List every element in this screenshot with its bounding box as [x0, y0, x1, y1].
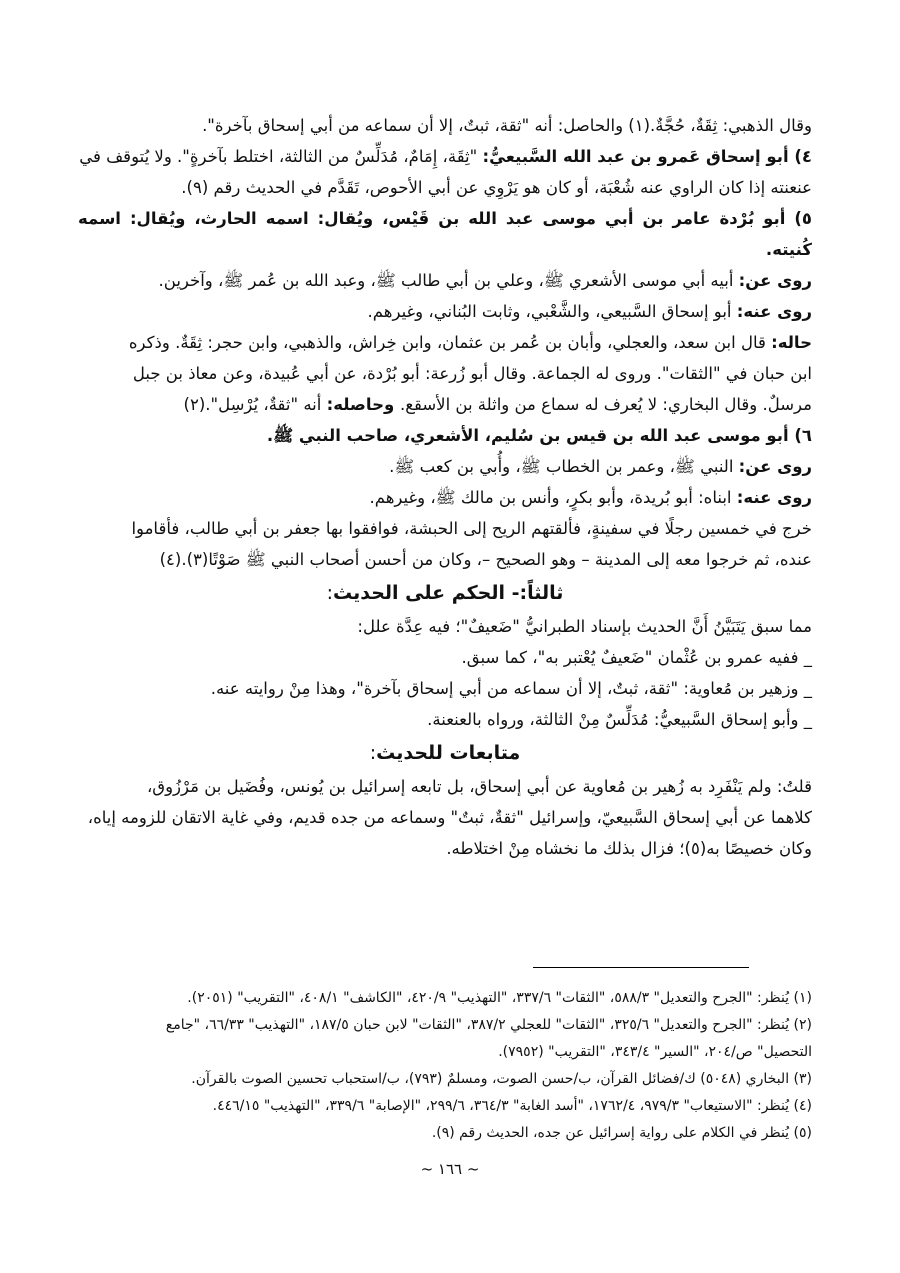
main-text	[78, 110, 812, 864]
narrator-5-heading: ٥) أبو بُرْدة عامر بن أبي موسى عبد الله بن قَيْس، ويُقال: اسمه الحارث، ويُقال: اسمه كُنيته.	[78, 209, 812, 259]
narrated-by-line	[78, 482, 812, 513]
footnote-continuation: التحصيل" ص/٢٠٤، "السير" ٣٤٣/٤، "التقريب" (٧٩٥٢).	[498, 1044, 812, 1060]
footnote: (٥) يُنظر في الكلام على رواية إسرائيل عن جده، الحديث رقم (٩).	[431, 1125, 812, 1141]
label-narrated-by: روى عنه:	[736, 488, 812, 507]
status-line	[78, 327, 812, 358]
list-item: _ وأبو إسحاق السَّبيعيُّ: مُدَلِّسٌ مِنْ الثالثة، ورواه بالعنعنة.	[427, 710, 812, 729]
footnote: (٣) البخاري (٥٠٤٨) ك/فضائل القرآن، ب/حسن الصوت، ومسلمٌ (٧٩٣)، ب/استحباب تحسين الصوت بالقرآن.	[191, 1071, 812, 1087]
text-fragment: مرسلٌ. وقال البخاري: لا يُعرف له سماع من واثلة بن الأسقع.	[399, 395, 812, 414]
narrated-by-text: أبو إسحاق السَّبيعي، والشَّعْبي، وثابت البُناني، وغيرهم.	[367, 302, 737, 321]
heading-colon: :	[369, 742, 377, 764]
text-line: كلاهما عن أبي إسحاق السَّبيعيّ، وإسرائيل "ثقةٌ، ثبتٌ" وسماعه من جده قديم، وفي غاية الاتقان للزومه إياه،	[87, 808, 812, 827]
page-number: ~ ١٦٦ ~	[420, 1160, 480, 1178]
label-narrated-from: روى عن:	[738, 271, 812, 290]
footnotes	[78, 985, 812, 1147]
narrated-from-text: النبي ﷺ، وعمر بن الخطاب ﷺ، وأُبي بن كعب ﷺ.	[389, 457, 739, 476]
footnote: (٢) يُنظر: "الجرح والتعديل" ٣٢٥/٦، "الثقات" للعجلي ٣٨٧/٢، "الثقات" لابن حبان ١٨٧/٥، "التهذيب" ٦٦/٣٣، "جامع	[165, 1017, 812, 1033]
text-line: خرج في خمسين رجلًا في سفينةٍ، فألقتهم الريح إلى الحبشة، فوافقوا بها جعفر بن أبي طالب، فأقاموا	[131, 519, 812, 538]
text-line: وقال الذهبي: ثِقَةٌ، حُجَّةٌ.(١) والحاصل: أنه "ثقة، ثبتٌ، إلا أن سماعه من أبي إسحاق بآخرة".	[202, 116, 812, 135]
narrator-4-line	[78, 141, 812, 172]
footnote: (٤) يُنظر: "الاستيعاب" ٩٧٩/٣، ١٧٦٢/٤، "أسد الغابة" ٣٦٤/٣، ٢٩٩/٦، "الإصابة" ٣٣٩/٦، "التهذيب" ٤٤٦/١٥.	[212, 1098, 812, 1114]
heading-colon: :	[326, 582, 333, 604]
text-line: عنده، ثم خرجوا معه إلى المدينة – وهو الصحيح –، وكان من أحسن أصحاب النبي ﷺ صَوْتًا(٣).(٤)	[159, 550, 812, 569]
section-heading-ruling	[78, 575, 812, 611]
narrated-from-text: أبيه أبي موسى الأشعري ﷺ، وعلي بن أبي طالب ﷺ، وعبد الله بن عُمر ﷺ، وآخرين.	[158, 271, 739, 290]
label-narrated-from: روى عن:	[738, 457, 812, 476]
list-item: _ وزهير بن مُعاوية: "ثقة، ثبتٌ، إلا أن سماعه من أبي إسحاق بآخرة"، وهذا مِنْ روايته عنه.	[210, 679, 812, 698]
footnote: (١) يُنظر: "الجرح والتعديل" ٥٨٨/٣، "الثقات" ٣٣٧/٦، "التهذيب" ٤٢٠/٩، "الكاشف" ٤٠٨/١، "التقريب" (٢٠٥١).	[187, 990, 812, 1006]
narrated-by-line	[78, 296, 812, 327]
narrated-by-text: ابناه: أبو بُريدة، وأبو بكرٍ، وأنس بن مالك ﷺ، وغيرهم.	[369, 488, 737, 507]
label-narrated-by: روى عنه:	[736, 302, 812, 321]
narrated-from-line	[78, 265, 812, 296]
text-line: قلتُ: ولم يَنْفَرِد به زُهير بن مُعاوية عن أبي إسحاق، بل تابعه إسرائيل بن يُونس، وفُضَيل بن مَرْزُوق،	[146, 777, 812, 796]
heading-text: ثالثاً:- الحكم على الحديث	[332, 582, 564, 604]
heading-text: متابعات للحديث	[376, 742, 521, 764]
text-line: مما سبق يَتَبَيَّنُ أَنَّ الحديث بإسناد الطبرانيُّ "ضَعيفٌ"؛ فيه عِدَّة علل:	[357, 617, 812, 636]
list-item: _ ففيه عمرو بن عُثْمان "ضَعيفٌ يُعْتبر به"، كما سبق.	[461, 648, 812, 667]
text-line	[78, 389, 812, 420]
text-line: عنعنته إذا كان الراوي عنه شُعْبَة، أو كان هو يَرْوِي عن أبي الأحوص، تَقَدَّم في الحديث رقم (٩).	[181, 178, 812, 197]
footnote-separator	[533, 967, 749, 968]
status-text: قال ابن سعد، والعجلي، وأبان بن عُمر بن عثمان، وابن خِراش، والذهبي، وابن حجر: ثِقَةٌ. وذكره	[128, 333, 772, 352]
summary-text: أنه "ثقةٌ، يُرْسِل".(٢)	[183, 395, 327, 414]
text-line: وكان خصيصًا به(٥)؛ فزال بذلك ما نخشاه مِنْ اختلاطه.	[446, 839, 812, 858]
label-summary: وحاصله:	[326, 395, 400, 414]
narrator-grade: "ثِقَة، إِمَامٌ، مُدَلِّسٌ من الثالثة، اختلط بآخرةٍ". ولا يُتوقف في	[79, 147, 483, 166]
label-status: حاله:	[771, 333, 812, 352]
text-line: ابن حبان في "الثقات". وروى له الجماعة. وقال أبو زُرعة: أبو بُرْدة، عن أبي عُبيدة، وعن معاذ بن جبل	[132, 364, 812, 383]
section-heading-corroborations	[78, 735, 812, 771]
narrator-name: ٤) أبو إسحاق عَمرو بن عبد الله السَّبيعيُّ:	[482, 147, 812, 166]
narrated-from-line	[78, 451, 812, 482]
narrator-6-heading: ٦) أبو موسى عبد الله بن قيس بن سُليم، الأشعري، صاحب النبي ﷺ.	[266, 426, 812, 445]
